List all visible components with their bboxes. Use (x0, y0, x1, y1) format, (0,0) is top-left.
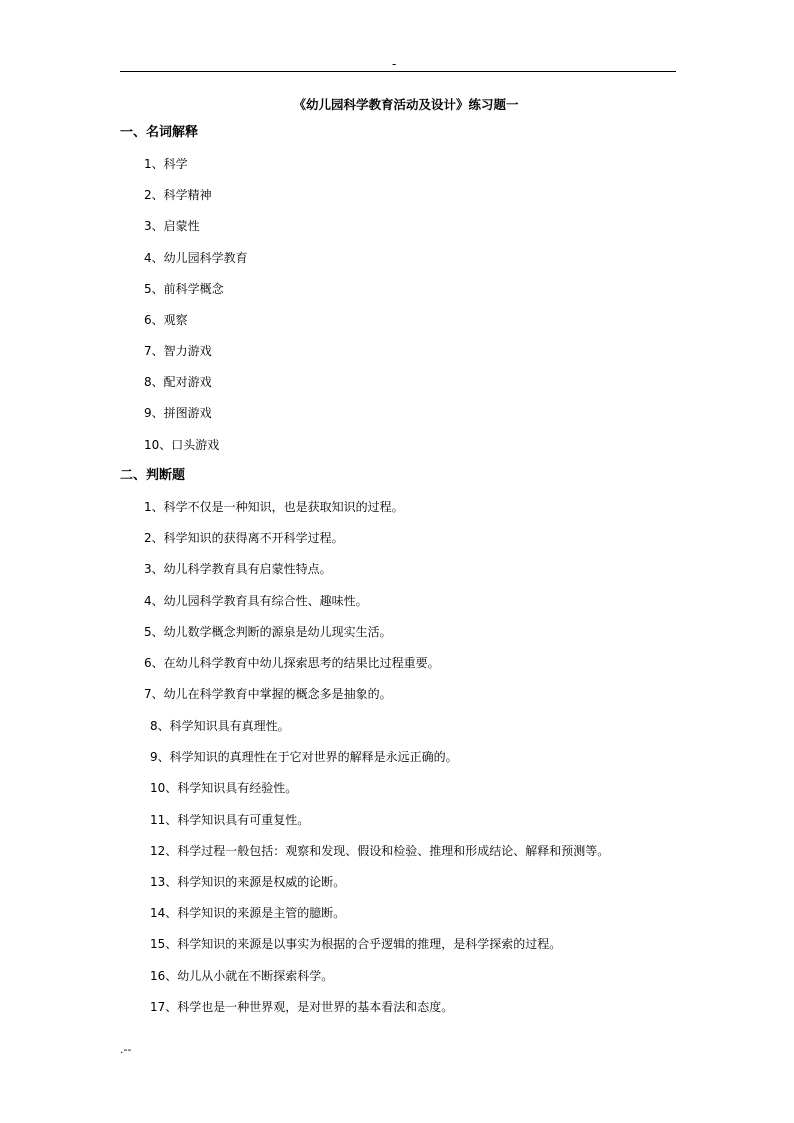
statement-item: 15、科学知识的来源是以事实为根据的合乎逻辑的推理，是科学探索的过程。 (150, 937, 562, 951)
statement-item: 8、科学知识具有真理性。 (150, 719, 290, 733)
term-item: 4、幼儿园科学教育 (144, 251, 248, 265)
section-heading-true-false: 二、判断题 (120, 468, 186, 483)
term-item: 6、观察 (144, 313, 188, 327)
term-item: 2、科学精神 (144, 188, 212, 202)
statement-item: 2、科学知识的获得离不开科学过程。 (144, 531, 344, 545)
statement-item: 14、科学知识的来源是主管的臆断。 (150, 906, 346, 920)
statement-item: 6、在幼儿科学教育中幼儿探索思考的结果比过程重要。 (144, 656, 440, 670)
statement-item: 3、幼儿科学教育具有启蒙性特点。 (144, 562, 332, 576)
page-header-mark: - (392, 57, 397, 71)
term-item: 9、拼图游戏 (144, 406, 212, 420)
term-item: 1、科学 (144, 157, 188, 171)
statement-item: 4、幼儿园科学教育具有综合性、趣味性。 (144, 594, 368, 608)
statement-item: 7、幼儿在科学教育中掌握的概念多是抽象的。 (144, 687, 392, 701)
statement-item: 13、科学知识的来源是权威的论断。 (150, 875, 346, 889)
term-item: 7、智力游戏 (144, 344, 212, 358)
statement-item: 12、科学过程一般包括：观察和发现、假设和检验、推理和形成结论、解释和预测等。 (150, 844, 610, 858)
page-footer-mark: .-- (120, 1043, 132, 1056)
statement-item: 9、科学知识的真理性在于它对世界的解释是永远正确的。 (150, 750, 458, 764)
header-rule (120, 71, 676, 72)
section-heading-terms: 一、名词解释 (120, 125, 199, 140)
statement-item: 11、科学知识具有可重复性。 (150, 813, 310, 827)
statement-item: 5、幼儿数学概念判断的源泉是幼儿现实生活。 (144, 625, 392, 639)
document-title: 《幼儿园科学教育活动及设计》练习题一 (293, 97, 519, 112)
term-item: 5、前科学概念 (144, 282, 224, 296)
statement-item: 17、科学也是一种世界观，是对世界的基本看法和态度。 (150, 1000, 454, 1014)
statement-item: 1、科学不仅是一种知识，也是获取知识的过程。 (144, 500, 404, 514)
term-item: 10、口头游戏 (144, 438, 220, 452)
term-item: 3、启蒙性 (144, 219, 200, 233)
statement-item: 10、科学知识具有经验性。 (150, 781, 298, 795)
statement-item: 16、幼儿从小就在不断探索科学。 (150, 969, 334, 983)
term-item: 8、配对游戏 (144, 375, 212, 389)
